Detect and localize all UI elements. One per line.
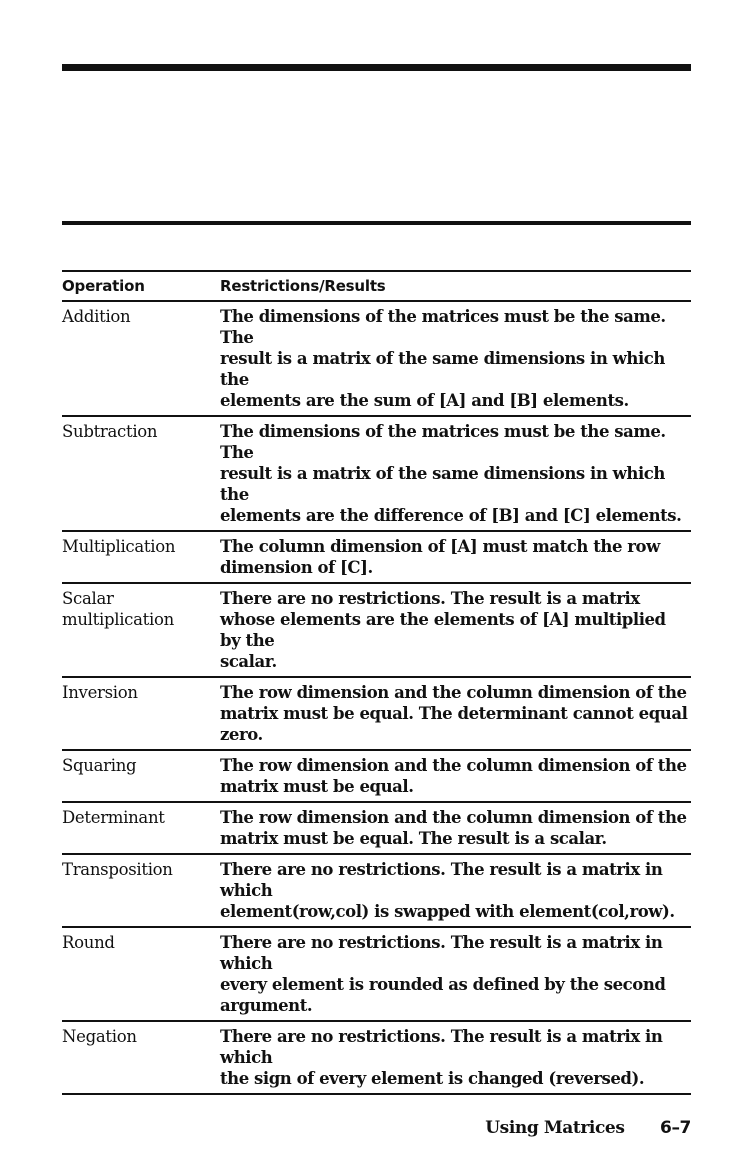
table-row bbox=[62, 855, 691, 928]
restrictions-line: The row dimension and the column dimension of the bbox=[220, 683, 687, 702]
matrix-operations-table bbox=[62, 270, 691, 1095]
header-restrictions: Restrictions/Results bbox=[220, 277, 386, 295]
restrictions-cell bbox=[220, 932, 691, 1016]
restrictions-line: There are no restrictions. The result is a matrix in which bbox=[220, 860, 663, 900]
table-row bbox=[62, 532, 691, 584]
restrictions-line: There are no restrictions. The result is a matrix in which bbox=[220, 1027, 663, 1067]
restrictions-line: The dimensions of the matrices must be the same. The bbox=[220, 422, 666, 462]
table-row bbox=[62, 751, 691, 803]
restrictions-line: The row dimension and the column dimension of the bbox=[220, 808, 687, 827]
restrictions-line: every element is rounded as defined by the second bbox=[220, 975, 666, 994]
operation-cell: Inversion bbox=[62, 683, 138, 702]
footer-page-number: 6–7 bbox=[660, 1118, 691, 1138]
restrictions-line: zero. bbox=[220, 725, 263, 744]
restrictions-line: elements are the difference of [B] and [C] elements. bbox=[220, 506, 682, 525]
restrictions-line: result is a matrix of the same dimensions in which the bbox=[220, 464, 665, 504]
table-row bbox=[62, 417, 691, 532]
operation-cell: Squaring bbox=[62, 756, 137, 775]
restrictions-line: The row dimension and the column dimension of the bbox=[220, 756, 687, 775]
section-rule bbox=[62, 221, 691, 225]
restrictions-line: matrix must be equal. The determinant cannot equal bbox=[220, 704, 688, 723]
restrictions-line: matrix must be equal. The result is a scalar. bbox=[220, 829, 607, 848]
restrictions-line: matrix must be equal. bbox=[220, 777, 414, 796]
restrictions-cell bbox=[220, 306, 691, 411]
restrictions-line: element(row,col) is swapped with element(col,row). bbox=[220, 902, 675, 921]
table-header bbox=[62, 272, 691, 302]
restrictions-cell bbox=[220, 421, 691, 526]
restrictions-cell bbox=[220, 859, 691, 922]
table-row bbox=[62, 678, 691, 751]
restrictions-line: There are no restrictions. The result is a matrix in which bbox=[220, 933, 663, 973]
top-heavy-rule bbox=[62, 64, 691, 71]
table-row bbox=[62, 302, 691, 417]
restrictions-cell bbox=[220, 536, 691, 578]
operation-cell: Subtraction bbox=[62, 422, 158, 441]
table-row bbox=[62, 1022, 691, 1095]
restrictions-line: the sign of every element is changed (reversed). bbox=[220, 1069, 645, 1088]
restrictions-line: result is a matrix of the same dimensions in which the bbox=[220, 349, 665, 389]
table-row bbox=[62, 928, 691, 1022]
operation-cell: Negation bbox=[62, 1027, 137, 1046]
operation-cell: Transposition bbox=[62, 860, 173, 879]
restrictions-line: The column dimension of [A] must match the row bbox=[220, 537, 660, 556]
operation-cell: Multiplication bbox=[62, 537, 176, 556]
restrictions-cell bbox=[220, 682, 691, 745]
restrictions-cell bbox=[220, 807, 691, 849]
restrictions-line: scalar. bbox=[220, 652, 277, 671]
restrictions-line: dimension of [C]. bbox=[220, 558, 373, 577]
operation-cell: Addition bbox=[62, 307, 131, 326]
page-footer bbox=[62, 1118, 691, 1138]
table-row bbox=[62, 584, 691, 678]
operation-cell: Determinant bbox=[62, 808, 165, 827]
restrictions-cell bbox=[220, 1026, 691, 1089]
restrictions-line: The dimensions of the matrices must be the same. The bbox=[220, 307, 666, 347]
footer-section-title: Using Matrices bbox=[485, 1118, 625, 1138]
restrictions-cell bbox=[220, 755, 691, 797]
restrictions-line: There are no restrictions. The result is a matrix bbox=[220, 589, 640, 608]
restrictions-line: elements are the sum of [A] and [B] elements. bbox=[220, 391, 629, 410]
restrictions-line: whose elements are the elements of [A] multiplied by the bbox=[220, 610, 666, 650]
operation-cell: Round bbox=[62, 933, 115, 952]
restrictions-line: argument. bbox=[220, 996, 313, 1015]
table-body bbox=[62, 302, 691, 1095]
restrictions-cell bbox=[220, 588, 691, 672]
table-row bbox=[62, 803, 691, 855]
operation-cell: Scalar multiplication bbox=[62, 589, 174, 629]
header-operation: Operation bbox=[62, 277, 145, 295]
